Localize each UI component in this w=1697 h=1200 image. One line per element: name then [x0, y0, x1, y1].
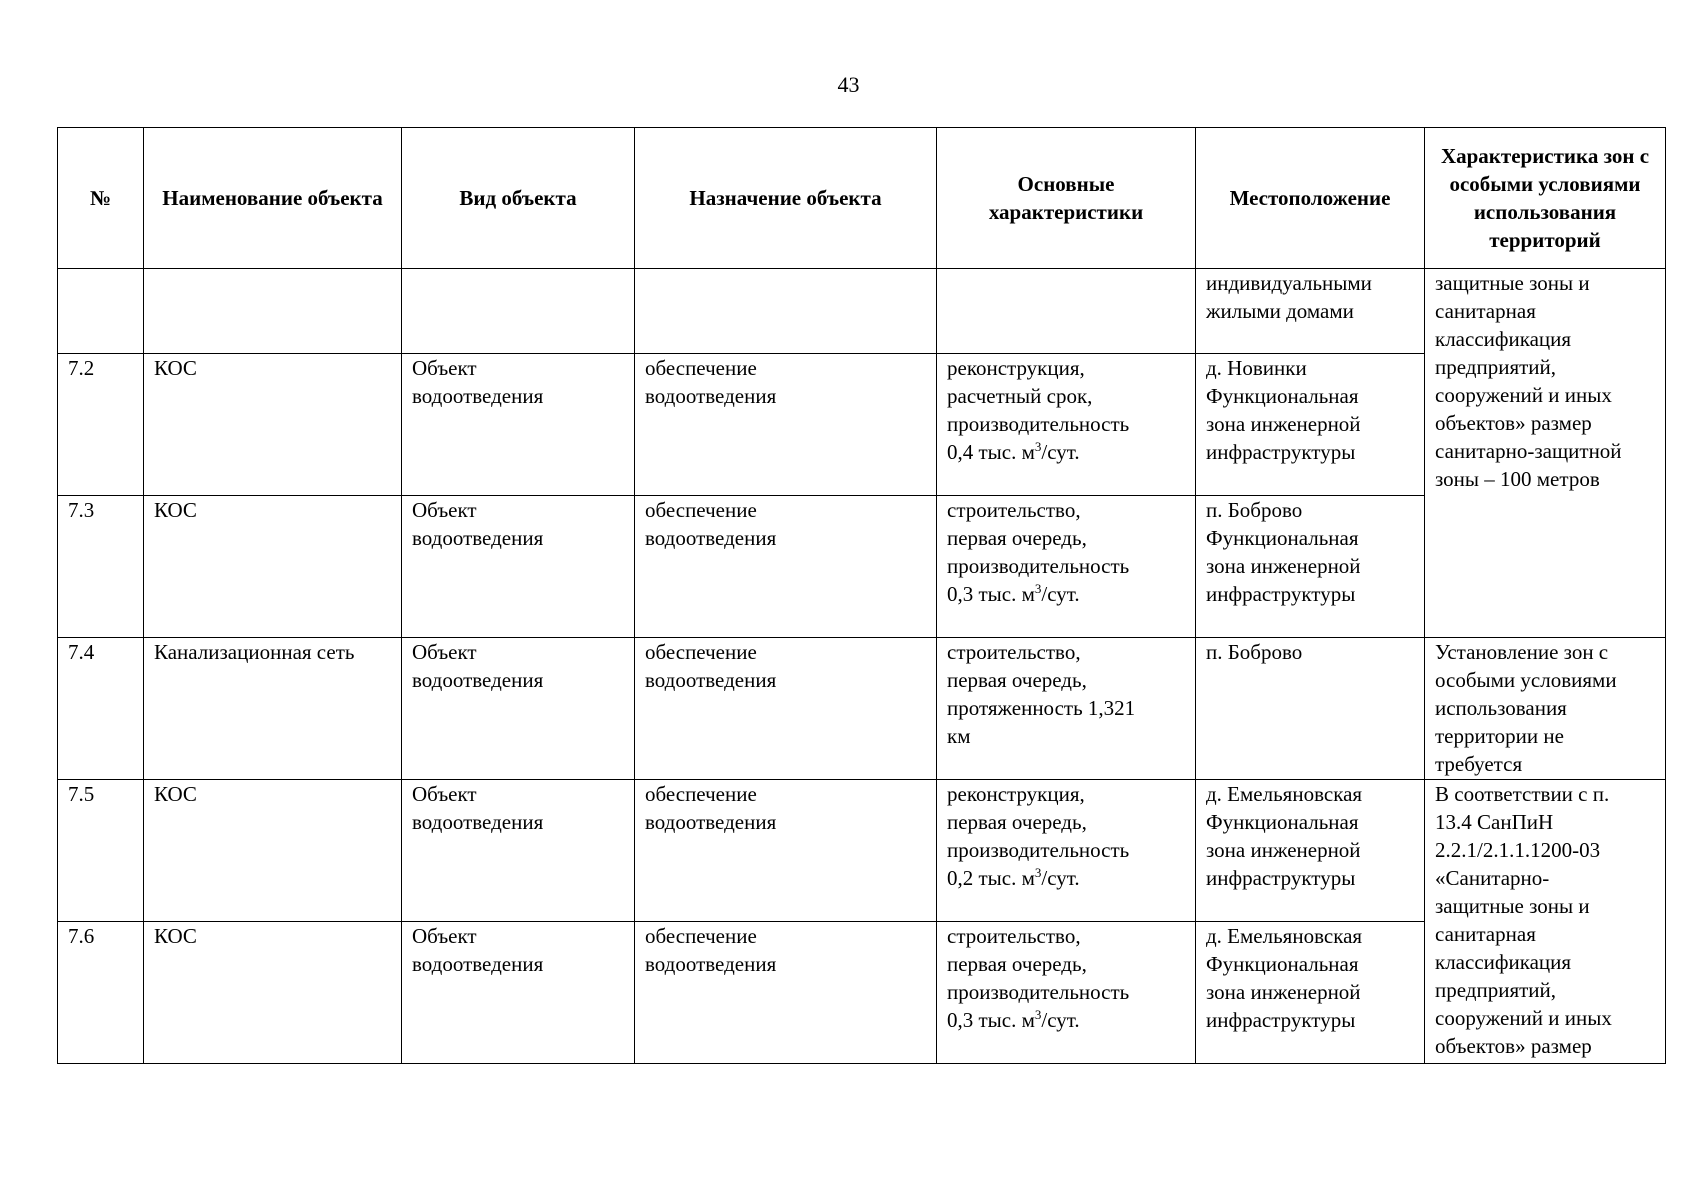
header-object-kind: Вид объекта	[402, 128, 635, 269]
cell-object-purpose: обеспечение водоотведения	[635, 922, 937, 1064]
cell-zone-characteristics: В соответствии с п. 13.4 СанПиН 2.2.1/2.1.1.1200-03 «Санитарно- защитные зоны и санитарная классификация предприятий, сооружений и иных объектов» размер	[1425, 780, 1666, 1064]
header-object-purpose: Назначение объекта	[635, 128, 937, 269]
cell-number: 7.5	[58, 780, 144, 922]
spec-text: реконструкция, первая очередь, производительность 0,2 тыс. м	[947, 782, 1130, 890]
table-row	[58, 922, 1666, 1064]
cell-object-kind: Объект водоотведения	[402, 638, 635, 780]
header-number: №	[58, 128, 144, 269]
header-zone-characteristics: Характеристика зон с особыми условиями использования территорий	[1425, 128, 1666, 269]
page-number: 43	[837, 72, 860, 97]
cell-object-kind: Объект водоотведения	[402, 496, 635, 638]
spec-superscript: 3	[1034, 439, 1042, 454]
spec-unit-suffix: /сут.	[1041, 1008, 1080, 1032]
cell-main-specs	[937, 922, 1196, 1064]
cell-number: 7.2	[58, 354, 144, 496]
spec-superscript: 3	[1034, 1007, 1042, 1022]
cell-number	[58, 269, 144, 354]
cell-zone-characteristics: Установление зон с особыми условиями использования территории не требуется	[1425, 638, 1666, 780]
table-row	[58, 354, 1666, 496]
cell-number: 7.6	[58, 922, 144, 1064]
cell-object-name	[144, 269, 402, 354]
cell-main-specs	[937, 269, 1196, 354]
cell-location: п. Боброво Функциональная зона инженерной инфраструктуры	[1196, 496, 1425, 638]
cell-zone-characteristics: защитные зоны и санитарная классификация предприятий, сооружений и иных объектов» размер санитарно-защитной зоны – 100 метров	[1425, 269, 1666, 638]
cell-object-name: КОС	[144, 922, 402, 1064]
spec-unit-suffix: /сут.	[1041, 866, 1080, 890]
cell-location: д. Емельяновская Функциональная зона инженерной инфраструктуры	[1196, 922, 1425, 1064]
cell-object-name: КОС	[144, 780, 402, 922]
cell-main-specs: строительство, первая очередь, протяженность 1,321 км	[937, 638, 1196, 780]
header-main-specs: Основные характеристики	[937, 128, 1196, 269]
cell-object-kind: Объект водоотведения	[402, 354, 635, 496]
cell-object-kind: Объект водоотведения	[402, 922, 635, 1064]
cell-object-name: КОС	[144, 354, 402, 496]
cell-location: индивидуальными жилыми домами	[1196, 269, 1425, 354]
cell-main-specs	[937, 780, 1196, 922]
table-header-row	[58, 128, 1666, 269]
cell-object-purpose: обеспечение водоотведения	[635, 638, 937, 780]
table-row	[58, 496, 1666, 638]
spec-text: реконструкция, расчетный срок, производительность 0,4 тыс. м	[947, 356, 1130, 464]
spec-superscript: 3	[1034, 581, 1042, 596]
spec-superscript: 3	[1034, 865, 1042, 880]
header-location: Местоположение	[1196, 128, 1425, 269]
cell-object-purpose	[635, 269, 937, 354]
cell-number: 7.4	[58, 638, 144, 780]
table-row-continuation	[58, 269, 1666, 354]
data-table	[57, 127, 1666, 1064]
cell-object-name: КОС	[144, 496, 402, 638]
header-object-name: Наименование объекта	[144, 128, 402, 269]
spec-text: строительство, первая очередь, производительность 0,3 тыс. м	[947, 498, 1130, 606]
cell-object-kind	[402, 269, 635, 354]
cell-location: д. Новинки Функциональная зона инженерной инфраструктуры	[1196, 354, 1425, 496]
cell-object-purpose: обеспечение водоотведения	[635, 780, 937, 922]
cell-main-specs	[937, 496, 1196, 638]
table-row	[58, 638, 1666, 780]
cell-object-kind: Объект водоотведения	[402, 780, 635, 922]
spec-unit-suffix: /сут.	[1041, 440, 1080, 464]
cell-location: п. Боброво	[1196, 638, 1425, 780]
cell-main-specs	[937, 354, 1196, 496]
cell-object-purpose: обеспечение водоотведения	[635, 496, 937, 638]
table-row	[58, 780, 1666, 922]
cell-location: д. Емельяновская Функциональная зона инженерной инфраструктуры	[1196, 780, 1425, 922]
cell-object-name: Канализационная сеть	[144, 638, 402, 780]
cell-object-purpose: обеспечение водоотведения	[635, 354, 937, 496]
spec-text: строительство, первая очередь, производительность 0,3 тыс. м	[947, 924, 1130, 1032]
cell-number: 7.3	[58, 496, 144, 638]
spec-unit-suffix: /сут.	[1041, 582, 1080, 606]
